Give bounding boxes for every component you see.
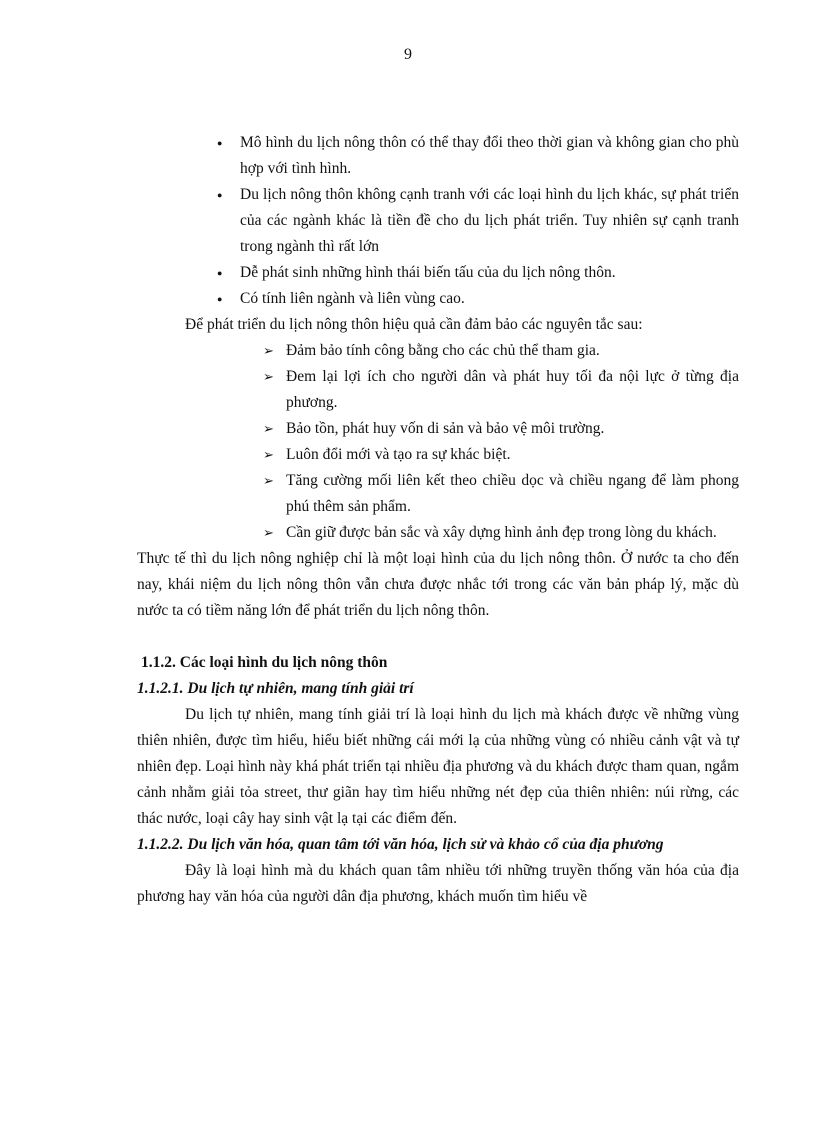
list-item: ➢ Tăng cường mối liên kết theo chiều dọc và chiều ngang để làm phong phú thêm sản phẩm. [286,468,739,520]
paragraph-cultural-tourism: Đây là loại hình mà du khách quan tâm nhiều tới những truyền thống văn hóa của địa phương hay văn hóa của người dân địa phương, khách muốn tìm hiểu về [137,862,739,905]
arrow-bullet-icon: ➢ [263,473,274,488]
page-number: 9 [404,46,412,63]
list-item: ➢ Đảm bảo tính công bằng cho các chủ thể tham gia. [286,338,739,364]
principles-list [137,338,739,546]
list-item: ● Du lịch nông thôn không cạnh tranh với các loại hình du lịch khác, sự phát triển của các ngành khác là tiền đề cho du lịch phát triển. Tuy nhiên sự cạnh tranh trong ngành thì rất lớn [240,182,739,260]
list-item: ● Dễ phát sinh những hình thái biến tấu của du lịch nông thôn. [240,260,739,286]
list-item: ➢ Bảo tồn, phát huy vốn di sản và bảo vệ môi trường. [286,416,739,442]
section-heading: 1.1.2. Các loại hình du lịch nông thôn [141,654,388,671]
page-content [137,130,739,910]
arrow-bullet-icon: ➢ [263,343,274,358]
paragraph-fact: Thực tế thì du lịch nông nghiệp chỉ là một loại hình của du lịch nông thôn. Ở nước ta cho đến nay, khái niệm du lịch nông thôn vẫn chưa được nhắc tới trong các văn bản pháp lý, mặc dù nước ta có tiềm năng lớn để phát triển du lịch nông thôn. [137,550,739,619]
arrow-bullet-icon: ➢ [263,447,274,462]
arrow-bullet-icon: ➢ [263,369,274,384]
list-item: ➢ Cần giữ được bản sắc và xây dựng hình ảnh đẹp trong lòng du khách. [286,520,739,546]
arrow-bullet-icon: ➢ [263,525,274,540]
list-item: ● Mô hình du lịch nông thôn có thể thay đổi theo thời gian và không gian cho phù hợp với tình hình. [240,130,739,182]
subsection-heading: 1.1.2.2. Du lịch văn hóa, quan tâm tới văn hóa, lịch sử và khảo cổ của địa phương [137,836,664,853]
list-item: ● Có tính liên ngành và liên vùng cao. [240,286,739,312]
subsection-heading: 1.1.2.1. Du lịch tự nhiên, mang tính giải trí [137,680,414,697]
arrow-bullet-icon: ➢ [263,421,274,436]
list-item: ➢ Luôn đổi mới và tạo ra sự khác biệt. [286,442,739,468]
list-item: ➢ Đem lại lợi ích cho người dân và phát huy tối đa nội lực ở từng địa phương. [286,364,739,416]
paragraph-nature-tourism: Du lịch tự nhiên, mang tính giải trí là loại hình du lịch mà khách được về những vùng thiên nhiên, được tìm hiểu, hiểu biết những cái mới lạ của những vùng có nhiều cảnh vật và tự nhiên đẹp. Loại hình này khá phát triển tại nhiều địa phương và du khách được tham quan, ngắm cảnh nhằm giải tỏa street, thư giãn hay tìm hiểu những nét đẹp của thiên nhiên: núi rừng, các thác nước, loại cây hay sinh vật lạ tại các điểm đến. [137,706,739,827]
characteristics-list [137,130,739,312]
spacer [137,624,739,650]
principles-intro: Để phát triển du lịch nông thôn hiệu quả cần đảm bảo các nguyên tắc sau: [185,316,643,333]
